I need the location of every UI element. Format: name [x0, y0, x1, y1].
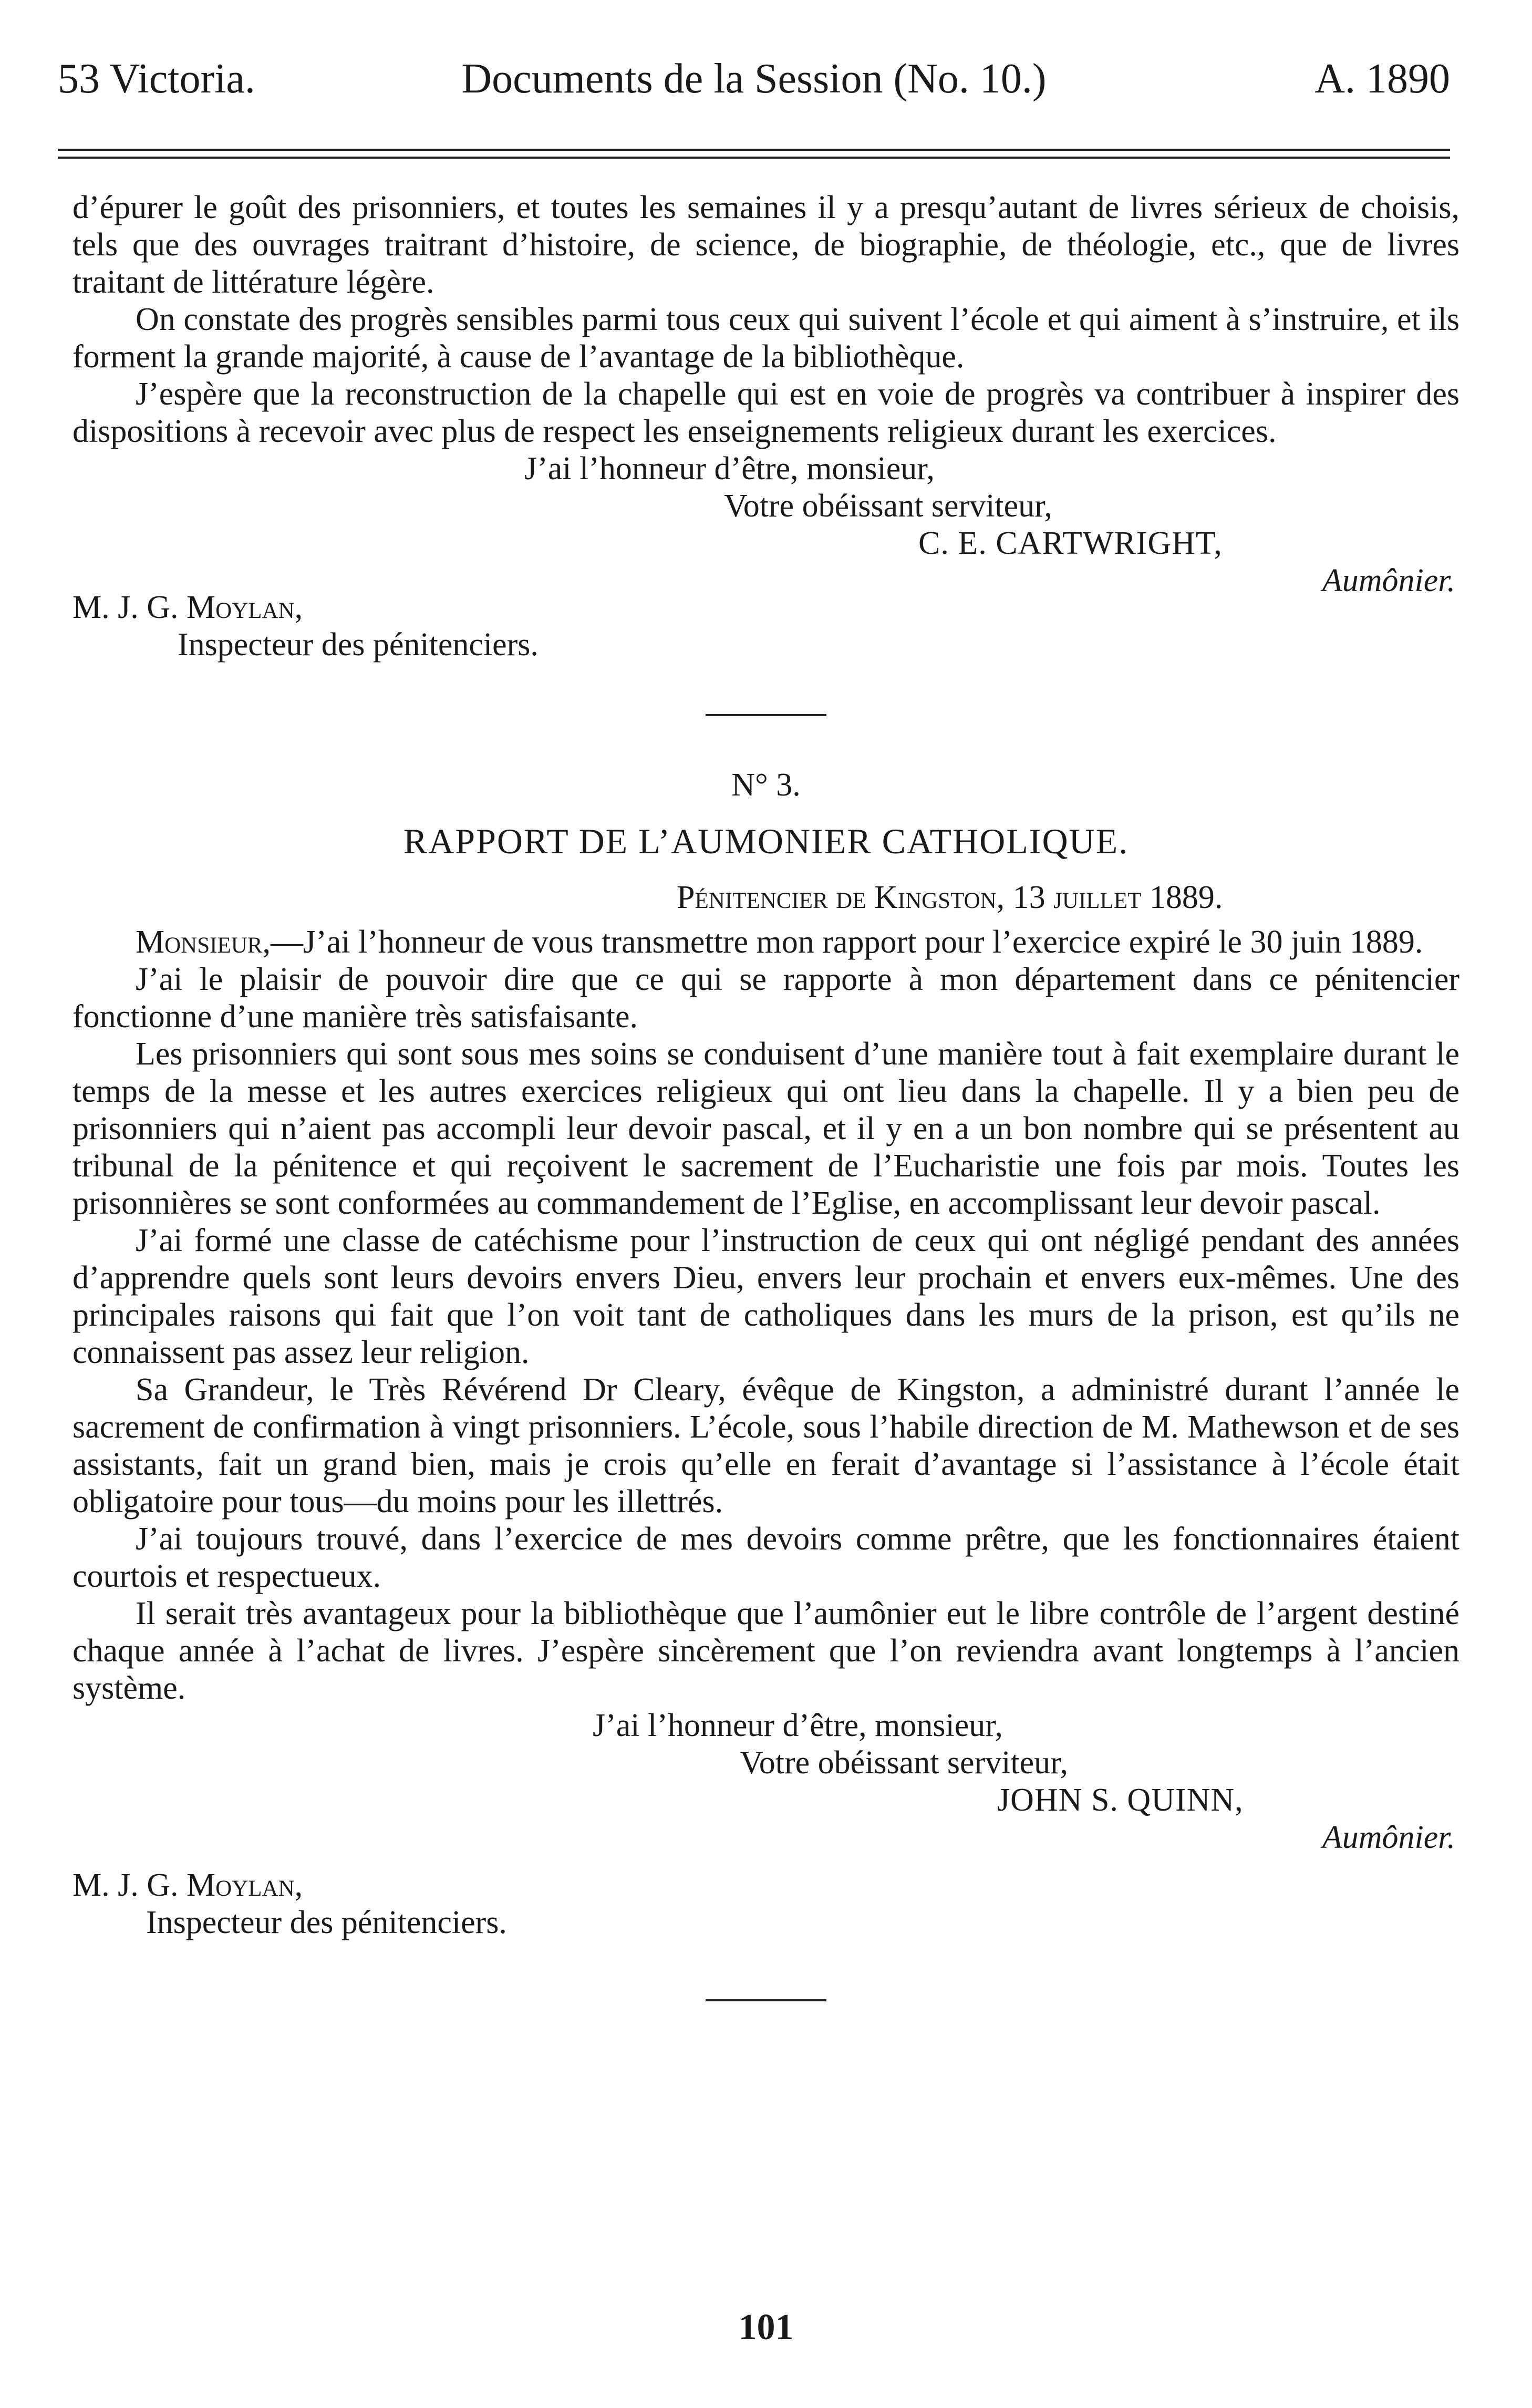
addressee-name: M. J. G. Moylan,: [73, 1867, 303, 1903]
report-2-continuation: [73, 189, 1459, 664]
paragraph: d’épurer le goût des prisonniers, et toutes les semaines il y a presqu’autant de livres sérieux de choisis, tels que des ouvrages traitrant d’histoire, de science, de biographie, de théologie, etc., que de livres traitant de littérature légère.: [73, 190, 1459, 300]
paragraph: Sa Grandeur, le Très Révérend Dr Cleary, évêque de Kingston, a administré durant l’année le sacrement de confirmation à vingt prisonniers. L’école, sous l’habile direction de M. Mathewson et de ses assistants, fait un grand bien, mais je crois qu’elle en ferait d’avantage si l’assistance à l’école était obligatoire pour tous—du moins pour les illettrés.: [73, 1372, 1459, 1520]
dateline: Pénitencier de Kingston, 13 juillet 1889.: [677, 880, 1223, 915]
addressee-title: Inspecteur des pénitenciers.: [178, 627, 539, 663]
paragraph-text: —J’ai l’honneur de vous transmettre mon rapport pour l’exercice expiré le 30 juin 1889.: [270, 924, 1423, 960]
header-rule-bottom: [58, 157, 1450, 159]
signatory-role: Aumônier.: [1322, 1820, 1455, 1855]
salutation: Monsieur,: [136, 924, 271, 960]
signature: JOHN S. QUINN,: [997, 1782, 1244, 1818]
signature: C. E. CARTWRIGHT,: [918, 525, 1223, 561]
report-number: N° 3.: [731, 767, 801, 803]
paragraph: J’ai le plaisir de pouvoir dire que ce qui se rapporte à mon département dans ce pénitencier fonctionne d’une manière très satisfaisante.: [73, 962, 1459, 1035]
header-rule-top: [58, 149, 1450, 151]
header-title: Documents de la Session (No. 10.): [461, 56, 1047, 102]
paragraph: J’ai formé une classe de catéchisme pour l’instruction de ceux qui ont négligé pendant des années d’apprendre quels sont leurs devoirs envers Dieu, envers leur prochain et envers eux-mêmes. Une des principales raisons qui fait que l’on voit tant de catholiques dans les murs de la prison, est qu’ils ne connaissent pas assez leur religion.: [73, 1223, 1459, 1370]
report-title: RAPPORT DE L’AUMONIER CATHOLIQUE.: [403, 821, 1129, 861]
closing-line: J’ai l’honneur d’être, monsieur,: [593, 1708, 1003, 1743]
closing-line: J’ai l’honneur d’être, monsieur,: [524, 451, 935, 487]
closing-line: Votre obéissant serviteur,: [724, 488, 1052, 524]
paragraph: [73, 924, 1459, 961]
header-year: A. 1890: [1314, 56, 1450, 102]
page-number: 101: [738, 2307, 794, 2348]
footer-divider: [706, 1999, 826, 2001]
paragraph: Il serait très avantageux pour la bibliothèque que l’aumônier eut le libre contrôle de l’argent destiné chaque année à l’achat de livres. J’espère sincèrement que l’on reviendra avant longtemps à l’ancien système.: [73, 1596, 1459, 1706]
paragraph: J’ai toujours trouvé, dans l’exercice de mes devoirs comme prêtre, que les fonctionnaires étaient courtois et respectueux.: [73, 1521, 1459, 1594]
signatory-role: Aumônier.: [1322, 563, 1455, 598]
paragraph: On constate des progrès sensibles parmi tous ceux qui suivent l’école et qui aiment à s’instruire, et ils forment la grande majorité, à cause de l’avantage de la bibliothèque.: [73, 302, 1459, 375]
addressee-title: Inspecteur des pénitenciers.: [146, 1905, 507, 1940]
paragraph: J’espère que la reconstruction de la chapelle qui est en voie de progrès va contribuer à inspirer des dispositions à recevoir avec plus de respect les enseignements religieux durant les exercices.: [73, 376, 1459, 449]
page-body: [73, 189, 1459, 2001]
report-3: [73, 767, 1459, 1941]
addressee-name: M. J. G. Moylan,: [73, 590, 303, 625]
closing-line: Votre obéissant serviteur,: [740, 1745, 1068, 1781]
header-session: 53 Victoria.: [58, 56, 255, 102]
paragraph: Les prisonniers qui sont sous mes soins se conduisent d’une manière tout à fait exemplaire durant le temps de la messe et les autres exercices religieux qui ont lieu dans la chapelle. Il y a bien peu de prisonniers qui n’aient pas accompli leur devoir pascal, et il y en a un bon nombre qui se présentent au tribunal de la pénitence et qui reçoivent le sacrement de l’Eucharistie une fois par mois. Toutes les prisonnières se sont conformées au commandement de l’Eglise, en accomplissant leur devoir pascal.: [73, 1036, 1459, 1221]
running-header: [58, 50, 1450, 108]
